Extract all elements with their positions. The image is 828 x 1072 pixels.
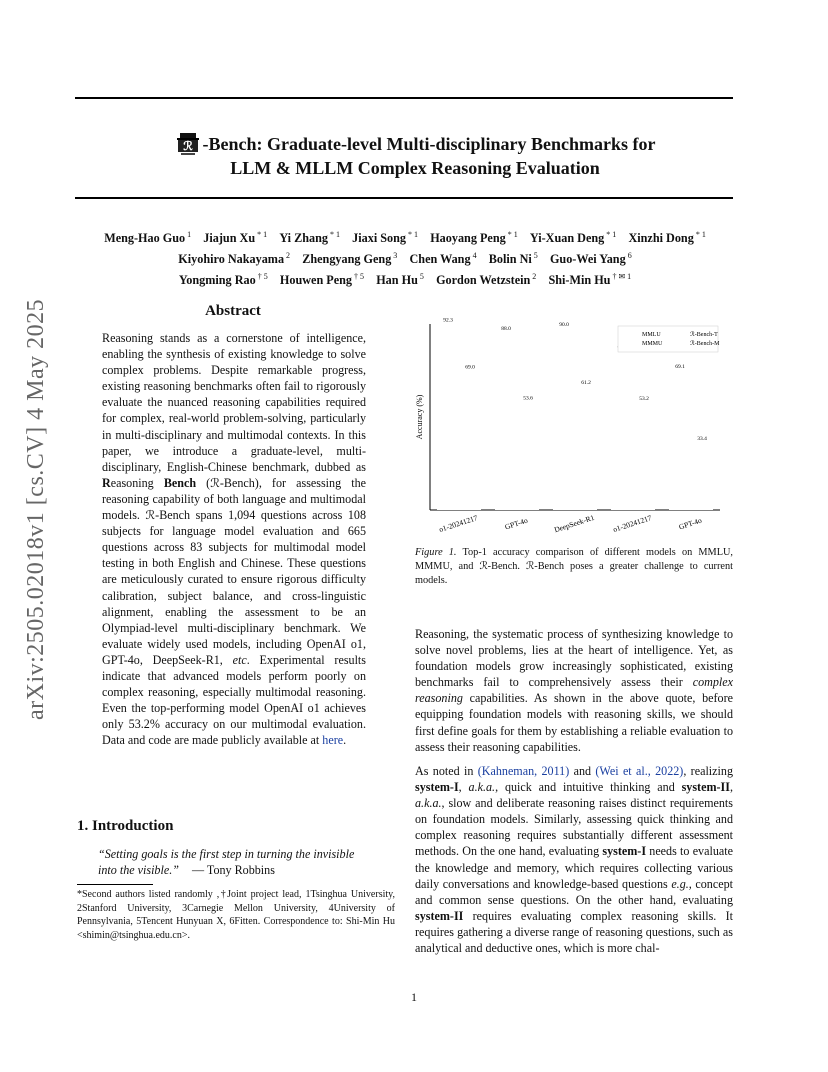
author-line-2: [75, 247, 735, 268]
author-affiliation-mark: * 1: [604, 230, 617, 239]
author-name: Houwen Peng: [279, 273, 353, 288]
abstract-bold-bench: Bench: [163, 475, 197, 490]
author-affiliation-mark: 3: [391, 251, 398, 261]
bar: [633, 403, 655, 510]
author-affiliation-mark: 2: [530, 272, 537, 282]
author-name: Jiaxi Song: [352, 231, 407, 246]
caption-text: Top-1 accuracy comparison of different models on MMLU, MMMU, and ℛ-Bench. ℛ-Bench poses a greater challenge to current models.: [415, 547, 733, 586]
author-name: Bolin Ni: [488, 252, 532, 267]
legend-label: ℛ-Bench-M: [690, 341, 720, 347]
bar-value-label: 53.2: [639, 396, 649, 403]
author-affiliation-mark: † ✉ 1: [610, 272, 632, 282]
author-name: Yi-Xuan Deng: [529, 231, 605, 246]
author-name: Jiajun Xu: [203, 231, 256, 246]
arxiv-side-stamp: arXiv:2505.02018v1 [cs.CV] 4 May 2025: [23, 298, 49, 720]
author-affiliation-mark: 5: [417, 272, 424, 282]
legend-swatch: [672, 331, 686, 337]
citation-kahneman[interactable]: (Kahneman, 2011): [477, 764, 570, 778]
author-affiliation-mark: 6: [625, 251, 632, 261]
bar-value-label: 88.0: [501, 326, 511, 333]
logo-letter: ℛ: [182, 139, 193, 153]
bar: [669, 371, 691, 510]
title-top-rule: [75, 97, 733, 99]
abstract-heading: Abstract: [205, 303, 261, 319]
legend-label: MMLU: [642, 332, 661, 338]
bar: [437, 325, 459, 510]
author-affiliation-mark: 4: [470, 251, 477, 261]
legend-label: MMMU: [642, 341, 663, 347]
figure-1-chart: [408, 316, 728, 538]
abstract-body: [102, 330, 366, 748]
abstract-bold-r: R: [102, 475, 111, 490]
footnote-rule: [77, 884, 153, 885]
bar-value-label: 92.3: [443, 317, 453, 324]
intro-paragraph-2: As noted in (Kahneman, 2011) and (Wei et al., 2022), realizing system-I, a.k.a., quick and intuitive thinking and system-II, a.k.a., slow and deliberate reasoning raises distinct requirements on foundation models. Similarly, assessing quick thinking and complex reasoning requires substantially different assessment methods. On the one hand, evaluating system-I needs to evaluate the knowledge and memory, which requires collecting various daily conversations and knowledge-based questions e.g., concept and common sense questions. On the other hand, evaluating system-II requires evaluating complex reasoning skills. It requires gathering a diverse range of reasoning questions, such as analytical and deductive ones, which is more chal-: [415, 764, 733, 956]
legend-swatch: [672, 340, 686, 346]
author-name: Zhengyang Geng: [302, 252, 392, 267]
section-heading-introduction: 1. Introduction: [77, 818, 174, 834]
bar: [495, 333, 517, 510]
bar: [691, 443, 713, 510]
quote-author: — Tony Robbins: [192, 863, 275, 877]
abstract-text: (ℛ-Bench), for assessing the reasoning capability of both language and multimodal models. ℛ-Bench spans 1,094 questions across 108 subjects for language model evaluation and 665 questions across 83 subjects for multimodal model testing in both English and Chinese. These questions are meticulously curated to ensure rigorous difficulty calibration, subject balance, and cross-linguistic alignment, enabling the assessment to be an Olympiad-level multi-disciplinary benchmark. We evaluate widely used models, including OpenAI o1, GPT-4o, DeepSeek-R1,: [102, 475, 367, 667]
bar: [575, 387, 597, 510]
author-name: Shi-Min Hu: [548, 273, 611, 288]
title-line-2: LLM & MLLM Complex Reasoning Evaluation: [230, 158, 600, 178]
quote-text: “Setting goals is the first step in turning the invisible into the visible.”: [98, 847, 355, 877]
italic-complex-reasoning: complex reasoning: [415, 675, 733, 706]
x-tick-label: o1-20241217: [437, 513, 479, 535]
abstract-etc: etc: [232, 652, 247, 667]
author-list: [75, 226, 735, 289]
bar-value-label: 69.1: [675, 364, 685, 371]
paper-title: [120, 130, 710, 180]
caption-label: Figure 1.: [415, 547, 457, 558]
abstract-text: Reasoning stands as a cornerstone of intelligence, enabling the synthesis of existing knowledge to solve complex problems. Despite remarkable progress, existing reasoning benchmarks often fail to rigorously evaluate the nuanced reasoning capabilities required for complex, real-world problem-solving, particularly in multi-disciplinary and multimodal contexts. In this paper, we introduce a graduate-level, multi-disciplinary, English-Chinese benchmark, dubbed as: [102, 331, 366, 474]
author-line-1: [75, 226, 735, 247]
rbench-logo-icon: [175, 130, 201, 156]
citation-wei[interactable]: (Wei et al., 2022): [595, 764, 684, 778]
author-name: Kiyohiro Nakayama: [178, 252, 285, 267]
bar: [611, 353, 633, 510]
author-affiliation-mark: 2: [284, 251, 291, 261]
author-affiliation-mark: * 1: [505, 230, 518, 239]
figure-1-caption: [415, 546, 733, 588]
bar: [553, 329, 575, 510]
bar-value-label: 69.0: [465, 364, 475, 371]
author-name: Chen Wang: [409, 252, 471, 267]
author-name: Yi Zhang: [279, 231, 328, 246]
author-affiliation-mark: 1: [185, 230, 192, 239]
author-affiliation-mark: * 1: [255, 230, 268, 239]
legend-label: ℛ-Bench-T: [690, 332, 718, 338]
y-axis-label: Accuracy (%): [415, 394, 424, 440]
author-affiliation-mark: * 1: [327, 230, 340, 239]
bar-value-label: 61.2: [581, 380, 591, 387]
author-affiliation-mark: † 5: [352, 272, 365, 282]
title-bottom-rule: [75, 197, 733, 199]
bar-value-label: 90.0: [559, 322, 569, 329]
abstract-text: . Experimental results indicate that advanced models perform poorly on complex reasoning, especially multimodal reasoning. Even the top-performing model OpenAI o1 achieves only 53.2% accuracy on our multimodal evaluation. Data and code are made publicly available at: [102, 652, 366, 748]
bar: [517, 402, 539, 510]
abstract-text: easoning: [110, 475, 164, 490]
page-number: 1: [411, 990, 417, 1004]
author-name: Xinzhi Dong: [628, 231, 694, 246]
author-name: Han Hu: [376, 273, 418, 288]
legend-box: [618, 326, 718, 352]
x-tick-label: GPT-4o: [677, 515, 703, 532]
legend-swatch: [624, 331, 638, 337]
data-code-link[interactable]: here: [322, 733, 344, 748]
author-name: Yongming Rao: [178, 273, 256, 288]
intro-quote: [98, 846, 370, 878]
author-name: Meng-Hao Guo: [104, 231, 186, 246]
author-affiliation-mark: * 1: [406, 230, 419, 239]
x-tick-label: o1-20241217: [611, 513, 653, 535]
author-line-3: [75, 268, 735, 289]
bar: [459, 371, 481, 510]
author-name: Haoyang Peng: [430, 231, 506, 246]
x-tick-label: DeepSeek-R1: [553, 512, 596, 535]
author-affiliation-mark: * 1: [693, 230, 706, 239]
author-affiliation-mark: † 5: [255, 272, 268, 282]
intro-paragraph-1: Reasoning, the systematic process of synthesizing knowledge to solve novel problems, lies at the heart of intelligence. Yet, as foundation models grow increasingly sophisticated, existing benchmarks fail to comprehensively assess their complex reasoning capabilities. As shown in the above quote, before equipping foundation models with reasoning skills, we should first define goals for them by establishing a reliable evaluation to assess their reasoning capabilities.: [415, 627, 733, 754]
bar-value-label: 33.4: [697, 435, 707, 442]
author-affiliation-mark: 5: [531, 251, 538, 261]
bar-value-label: 53.6: [523, 395, 533, 402]
title-line-1: -Bench: Graduate-level Multi-disciplinary Benchmarks for: [202, 134, 656, 154]
x-tick-label: GPT-4o: [503, 515, 529, 532]
abstract-text: .: [343, 733, 347, 748]
author-name: Gordon Wetzstein: [436, 273, 531, 288]
footnote: *Second authors listed randomly ,†Joint project lead, 1Tsinghua University, 2Stanford University, 3Carnegie Mellon University, 4University of Pennsylvania, 5Tencent Hunyuan X, 6Fitten. Correspondence to: Shi-Min Hu <shimin@tsinghua.edu.cn>.: [77, 889, 395, 941]
legend-swatch: [624, 340, 638, 346]
author-name: Guo-Wei Yang: [549, 252, 626, 267]
